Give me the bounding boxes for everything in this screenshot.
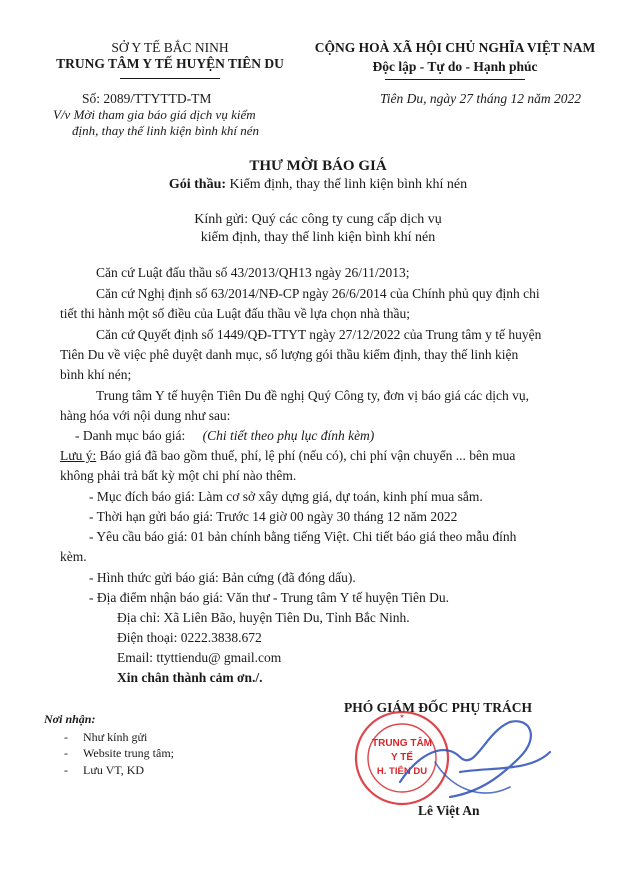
body-p3-line1: Căn cứ Quyết định số 1449/QĐ-TTYT ngày 27/12/2022 của Trung tâm y tế huyện <box>96 327 542 342</box>
requirement-line-1: - Yêu cầu báo giá: 01 bản chính bằng tiếng Việt. Chi tiết báo giá theo mẫu đính <box>89 529 517 544</box>
recipient-line-2: kiểm định, thay thế linh kiện bình khí nén <box>200 230 436 245</box>
header-left-underline <box>120 78 220 79</box>
note-line-1 <box>60 448 515 464</box>
subject-line-1: V/v Mời tham gia báo giá dịch vụ kiểm <box>53 107 256 122</box>
stamp-text-top: TRUNG TÂM <box>372 738 432 749</box>
package-value: Kiểm định, thay thế linh kiện bình khí nén <box>229 177 468 192</box>
department-name: SỞ Y TẾ BẮC NINH <box>111 40 229 55</box>
recipient-line-1: Kính gửi: Quý các công ty cung cấp dịch vụ <box>194 212 442 227</box>
package-label: Gói thầu: <box>168 177 227 192</box>
date-line: Tiên Du, ngày 27 tháng 12 năm 2022 <box>380 91 581 106</box>
note-text-1: Báo giá đã bao gồm thuế, phí, lệ phí (nếu có), chi phí vận chuyển ... bên mua <box>96 448 516 463</box>
requirement-line-2: kèm. <box>60 549 87 564</box>
body-p4-line1: Trung tâm Y tế huyện Tiên Du đề nghị Quý Công ty, đơn vị báo giá các dịch vụ, <box>96 388 529 403</box>
email-line: Email: ttyttiendu@ gmail.com <box>117 650 282 665</box>
letter-title: THƯ MỜI BÁO GIÁ <box>249 158 387 174</box>
deadline-line: - Thời hạn gửi báo giá: Trước 14 giờ 00 ngày 30 tháng 12 năm 2022 <box>89 509 458 524</box>
form-line: - Hình thức gửi báo giá: Bản cứng (đã đóng dấu). <box>89 570 356 585</box>
list-label: - Danh mục báo giá: <box>75 428 186 443</box>
list-value: (Chi tiết theo phụ lục đính kèm) <box>202 428 375 443</box>
stamp-text-bot: H. TIÊN DU <box>376 766 428 777</box>
package-line <box>0 177 636 193</box>
note-line-2: không phải trả bất kỳ một chi phí nào thêm. <box>60 468 297 483</box>
recipient-item: - Website trung tâm; <box>64 746 175 760</box>
nation-title: CỘNG HOÀ XÃ HỘI CHỦ NGHĨA VIỆT NAM <box>314 40 596 55</box>
header-left <box>20 40 320 72</box>
recipients-label: Nơi nhận: <box>44 712 96 726</box>
purpose-line: - Mục đích báo giá: Làm cơ sở xây dựng giá, dự toán, kinh phí mua sắm. <box>89 489 483 504</box>
phone-line: Điện thoại: 0222.3838.672 <box>117 630 262 645</box>
recipient-item: - Lưu VT, KD <box>64 763 145 777</box>
place-line: - Địa điểm nhận báo giá: Văn thư - Trung tâm Y tế huyện Tiên Du. <box>89 590 450 605</box>
motto-underline <box>385 79 525 80</box>
body-p4-line2: hàng hóa với nội dung như sau: <box>60 408 231 423</box>
thanks-line: Xin chân thành cảm ơn./. <box>117 670 263 685</box>
motto: Độc lập - Tự do - Hạnh phúc <box>372 59 538 74</box>
center-name: TRUNG TÂM Y TẾ HUYỆN TIÊN DU <box>56 56 284 71</box>
recipient-item: - Như kính gửi <box>64 730 148 744</box>
body-p2-line1: Căn cứ Nghị định số 63/2014/NĐ-CP ngày 26/6/2014 của Chính phủ quy định chi <box>96 286 540 301</box>
signature-title: PHÓ GIÁM ĐỐC PHỤ TRÁCH <box>344 700 532 715</box>
signer-name: Lê Việt An <box>418 803 480 818</box>
list-line <box>75 428 374 444</box>
note-label: Lưu ý: <box>60 448 97 463</box>
stamp-text-mid: Y TẾ <box>390 752 414 763</box>
body-p2-line2: tiết thi hành một số điều của Luật đấu thầu về lựa chọn nhà thầu; <box>60 306 410 321</box>
body-p1: Căn cứ Luật đấu thầu số 43/2013/QH13 ngày 26/11/2013; <box>96 265 410 280</box>
body-p3-line3: bình khí nén; <box>60 367 132 382</box>
doc-number: Số: 2089/TTYTTD-TM <box>82 91 212 106</box>
address-line: Địa chỉ: Xã Liên Bão, huyện Tiên Du, Tỉnh Bắc Ninh. <box>117 610 410 625</box>
handwritten-signature-icon <box>390 712 560 812</box>
body-p3-line2: Tiên Du về việc phê duyệt danh mục, số lượng gói thầu kiểm định, thay thế linh kiện <box>60 347 519 362</box>
subject-line-2: định, thay thế linh kiện bình khí nén <box>72 123 260 138</box>
svg-text:★: ★ <box>399 714 405 720</box>
